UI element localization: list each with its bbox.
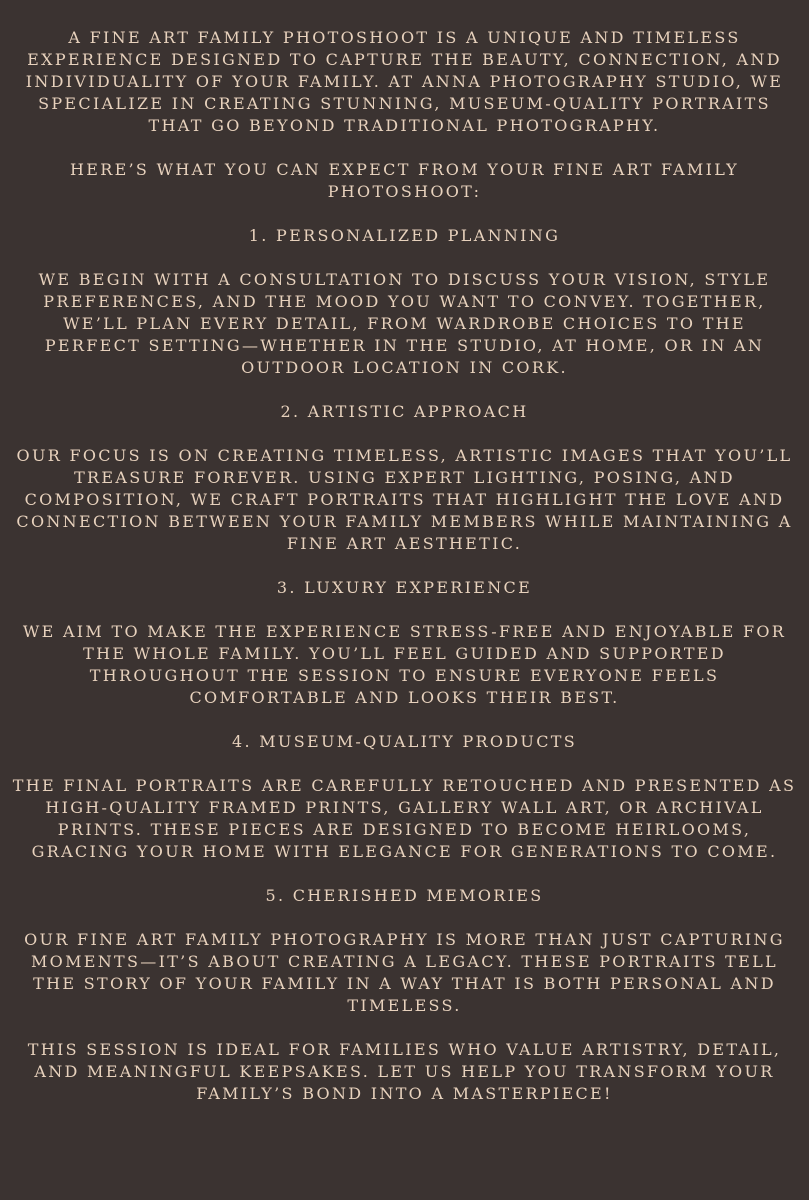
- section-body-products: THE FINAL PORTRAITS ARE CAREFULLY RETOUCHED AND PRESENTED AS HIGH-QUALITY FRAMED PRINTS, GALLERY WALL ART, OR ARCHIVAL PRINTS. THESE PIECES ARE DESIGNED TO BECOME HEIRLOOMS, GRACING YOUR HOME WITH ELEGANCE FOR GENERATIONS TO COME.: [12, 776, 797, 861]
- section-heading-products: 4. MUSEUM-QUALITY PRODUCTS: [232, 732, 577, 751]
- section-body-luxury: WE AIM TO MAKE THE EXPERIENCE STRESS-FREE AND ENJOYABLE FOR THE WHOLE FAMILY. YOU’LL FEEL GUIDED AND SUPPORTED THROUGHOUT THE SESSION TO ENSURE EVERYONE FEELS COMFORTABLE AND LOOKS THEIR BEST.: [22, 622, 787, 707]
- section-heading-planning: 1. PERSONALIZED PLANNING: [248, 226, 561, 245]
- section-body-artistic: OUR FOCUS IS ON CREATING TIMELESS, ARTISTIC IMAGES THAT YOU’LL TREASURE FOREVER. USING EXPERT LIGHTING, POSING, AND COMPOSITION, WE CRAFT PORTRAITS THAT HIGHLIGHT THE LOVE AND CONNECTION BETWEEN YOUR FAMILY MEMBERS WHILE MAINTAINING A FINE ART AESTHETIC.: [16, 446, 793, 553]
- section-heading-luxury: 3. LUXURY EXPERIENCE: [276, 578, 533, 597]
- closing-paragraph: THIS SESSION IS IDEAL FOR FAMILIES WHO VALUE ARTISTRY, DETAIL, AND MEANINGFUL KEEPSAKES. LET US HELP YOU TRANSFORM YOUR FAMILY’S BOND INTO A MASTERPIECE!: [27, 1040, 782, 1103]
- section-heading-memories: 5. CHERISHED MEMORIES: [265, 886, 544, 905]
- expect-paragraph: HERE’S WHAT YOU CAN EXPECT FROM YOUR FINE ART FAMILY PHOTOSHOOT:: [69, 160, 739, 201]
- section-body-planning: WE BEGIN WITH A CONSULTATION TO DISCUSS YOUR VISION, STYLE PREFERENCES, AND THE MOOD YOU WANT TO CONVEY. TOGETHER, WE’LL PLAN EVERY DETAIL, FROM WARDROBE CHOICES TO THE PERFECT SETTING—WHETHER IN THE STUDIO, AT HOME, OR IN AN OUTDOOR LOCATION IN CORK.: [38, 270, 771, 377]
- section-body-memories: OUR FINE ART FAMILY PHOTOGRAPHY IS MORE THAN JUST CAPTURING MOMENTS—IT’S ABOUT CREATING A LEGACY. THESE PORTRAITS TELL THE STORY OF YOUR FAMILY IN A WAY THAT IS BOTH PERSONAL AND TIMELESS.: [24, 930, 785, 1015]
- intro-paragraph: A FINE ART FAMILY PHOTOSHOOT IS A UNIQUE AND TIMELESS EXPERIENCE DESIGNED TO CAPTURE THE BEAUTY, CONNECTION, AND INDIVIDUALITY OF YOUR FAMILY. AT ANNA PHOTOGRAPHY STUDIO, WE SPECIALIZE IN CREATING STUNNING, MUSEUM-QUALITY PORTRAITS THAT GO BEYOND TRADITIONAL PHOTOGRAPHY.: [25, 28, 784, 135]
- section-heading-artistic: 2. ARTISTIC APPROACH: [280, 402, 529, 421]
